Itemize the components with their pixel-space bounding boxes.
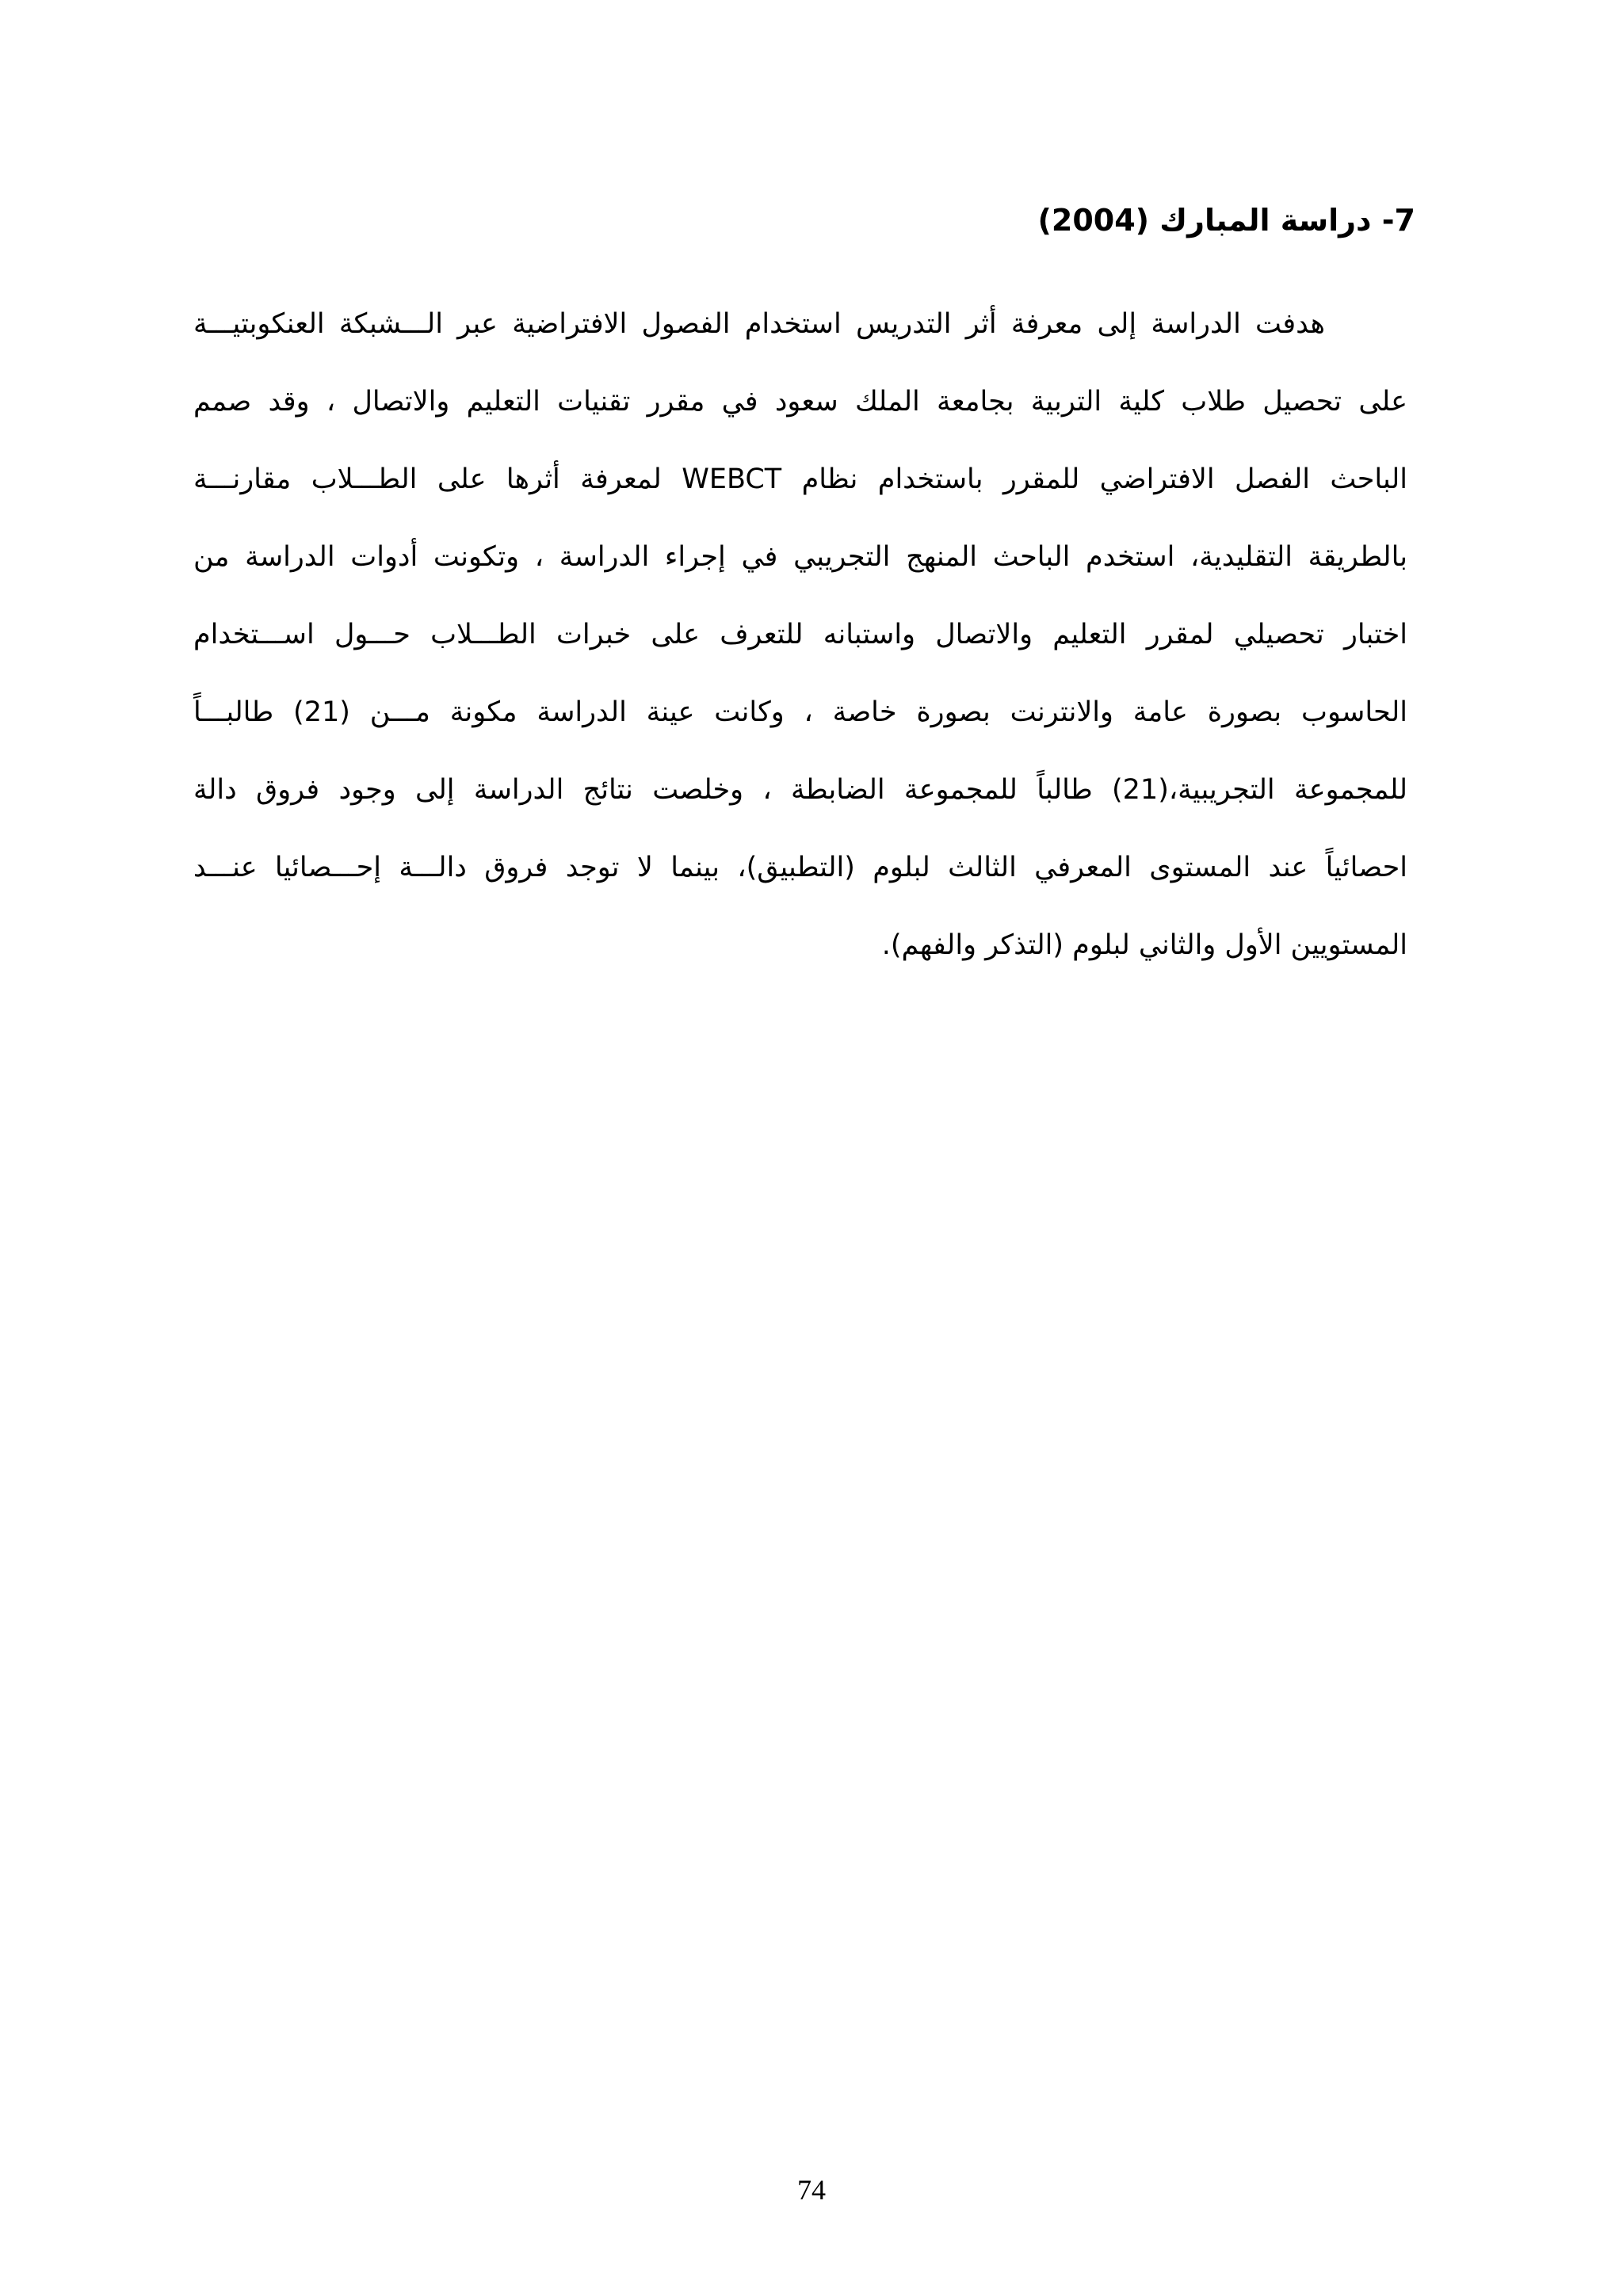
paragraph-line: الحاسوب بصورة عامة والانترنت بصورة خاصة ، وكانت عينة الدراسة مكونة مـــن (21) طالبـــاً: [193, 696, 1408, 728]
paragraph-line: هدفت الدراسة إلى معرفة أثر التدريس استخدام الفصول الافتراضية عبر الـــشبكة العنكوبتيـــة: [193, 308, 1325, 340]
page-number: 74: [797, 2174, 826, 2206]
paragraph-line: اختبار تحصيلي لمقرر التعليم والاتصال واستبانه للتعرف على خبرات الطـــلاب حـــول اســـتخدام: [193, 619, 1407, 650]
section-heading: 7- دراسة المبارك (2004): [1037, 203, 1415, 238]
paragraph-line: المستويين الأول والثاني لبلوم (التذكر والفهم).: [881, 929, 1407, 961]
paragraph-line: بالطريقة التقليدية، استخدم الباحث المنهج التجريبي في إجراء الدراسة ، وتكونت أدوات الدراسة من: [193, 541, 1407, 573]
paragraph-line: احصائياً عند المستوى المعرفي الثالث لبلوم (التطبيق)، بينما لا توجد فروق دالـــة إحـــصائيا عنـــد: [193, 852, 1407, 883]
paragraph-line: على تحصيل طلاب كلية التربية بجامعة الملك سعود في مقرر تقنيات التعليم والاتصال ، وقد صمم: [193, 386, 1407, 418]
paragraph-line: للمجموعة التجريبية،(21) طالباً للمجموعة الضابطة ، وخلصت نتائج الدراسة إلى وجود فروق دالة: [193, 774, 1407, 806]
body-paragraph: [193, 285, 1407, 984]
paragraph-line: الباحث الفصل الافتراضي للمقرر باستخدام نظام WEBCT لمعرفة أثرها على الطـــلاب مقارنـــة: [193, 463, 1407, 495]
